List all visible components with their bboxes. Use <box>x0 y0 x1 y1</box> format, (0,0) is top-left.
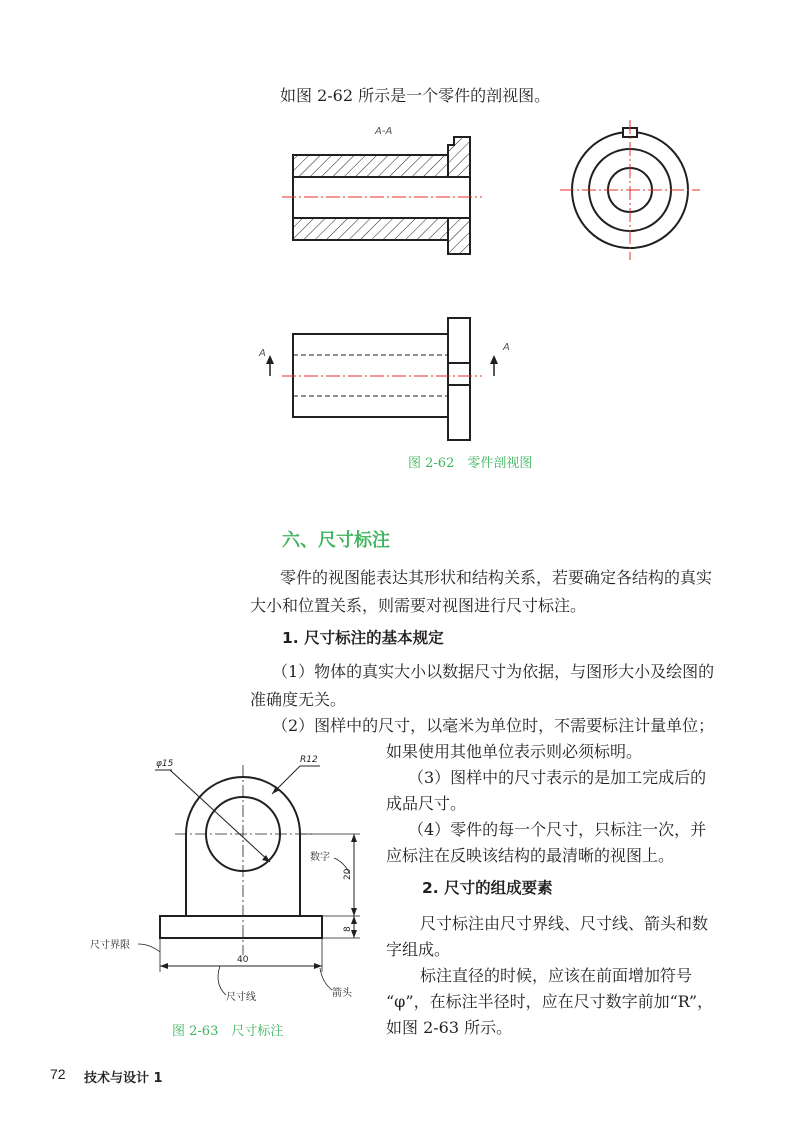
figure-2-63-caption: 图 2-63 尺寸标注 <box>172 1024 284 1039</box>
rule4-line1: （4）零件的每一个尺寸，只标注一次，并 <box>408 820 707 839</box>
page-number: 72 <box>50 1066 66 1082</box>
bracket-drawing <box>138 765 360 995</box>
para2-line1: 尺寸标注由尺寸界线、尺寸线、箭头和数 <box>420 914 709 933</box>
subsection-title-2: 2. 尺寸的组成要素 <box>422 879 553 897</box>
rule4-line2: 应标注在反映该结构的最清晰的视图上。 <box>386 846 675 865</box>
number-callout: 数字 <box>310 852 330 863</box>
para2-line2: 字组成。 <box>386 940 451 959</box>
rule2-line1: （2）图样中的尺寸，以毫米为单位时，不需要标注计量单位； <box>272 716 715 735</box>
arrow-label-right: A <box>503 342 510 353</box>
rule3-line1: （3）图样中的尺寸表示的是加工完成后的 <box>408 768 707 787</box>
subsection-title-1: 1. 尺寸标注的基本规定 <box>282 629 444 647</box>
intro-text: 如图 2-62 所示是一个零件的剖视图。 <box>280 86 551 105</box>
section-label: A-A <box>375 126 393 137</box>
dim-8-label: 8 <box>343 926 353 932</box>
rule1-line2: 准确度无关。 <box>250 690 347 709</box>
dim-20-label: 20 <box>343 868 353 880</box>
rule2-line2: 如果使用其他单位表示则必须标明。 <box>386 742 643 761</box>
extension-line-callout: 尺寸界限 <box>90 940 130 951</box>
dimension-line-callout: 尺寸线 <box>226 992 256 1003</box>
para3-line3: 如图 2-63 所示。 <box>386 1018 513 1037</box>
radius-label: R12 <box>300 755 318 765</box>
rule1-line1: （1）物体的真实大小以数据尺寸为依据，与图形大小及绘图的 <box>272 662 715 681</box>
figure-2-62-caption: 图 2-62 零件剖视图 <box>408 456 533 471</box>
para3-line2: “φ”，在标注半径时，应在尺寸数字前加“R”， <box>386 992 714 1011</box>
diameter-label: φ15 <box>156 759 174 769</box>
arrow-callout: 箭头 <box>332 988 352 999</box>
dim-40-label: 40 <box>237 955 249 965</box>
section-title: 六、尺寸标注 <box>282 530 390 551</box>
arrow-label-left: A <box>259 348 266 359</box>
para3-line1: 标注直径的时候，应该在前面增加符号 <box>420 966 693 985</box>
rule3-line2: 成品尺寸。 <box>386 794 467 813</box>
para1-line1: 零件的视图能表达其形状和结构关系，若要确定各结构的真实 <box>280 568 713 587</box>
para1-line2: 大小和位置关系，则需要对视图进行尺寸标注。 <box>250 596 587 615</box>
book-title: 技术与设计 1 <box>84 1071 163 1086</box>
